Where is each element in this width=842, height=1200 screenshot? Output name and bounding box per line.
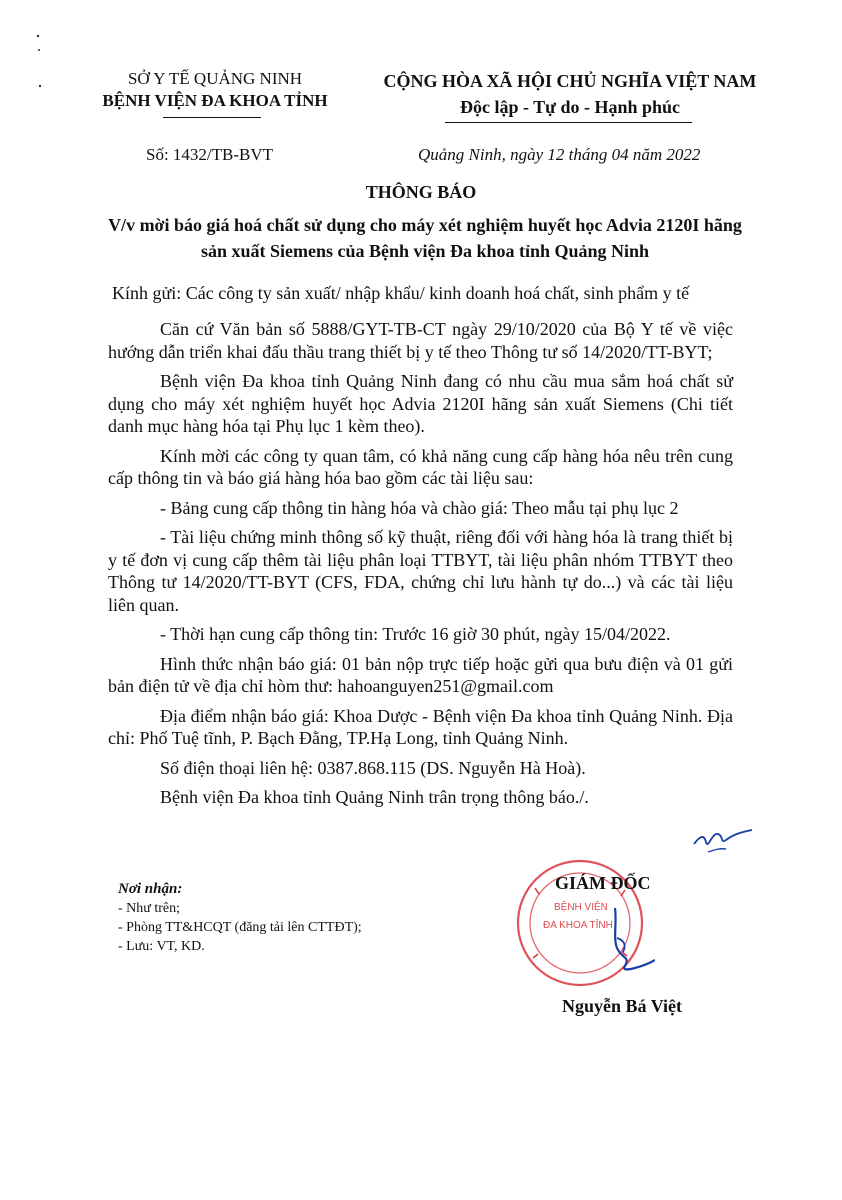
org-line-1: SỞ Y TẾ QUẢNG NINH (127, 69, 303, 88)
paragraph: Địa điểm nhận báo giá: Khoa Dược - Bệnh viện Đa khoa tỉnh Quảng Ninh. Địa chỉ: Phố Tuệ tĩnh, P. Bạch Đằng, TP.Hạ Long, tỉnh Quảng Ninh. (108, 705, 733, 748)
document-date: Quảng Ninh, ngày 12 tháng 04 năm 2022 (418, 145, 701, 164)
initial-mark (690, 822, 760, 862)
recipient-item: - Lưu: VT, KD. (118, 939, 205, 954)
scan-speck-marks (30, 20, 50, 100)
document-title: THÔNG BÁO (365, 182, 477, 202)
official-seal-stamp (505, 848, 655, 998)
recipient-item: - Như trên; (118, 901, 181, 916)
svg-text:ĐA KHOA TỈNH: ĐA KHOA TỈNH (543, 920, 613, 931)
paragraph: - Bảng cung cấp thông tin hàng hóa và chào giá: Theo mẫu tại phụ lục 2 (160, 497, 679, 518)
recipients-heading: Nơi nhận: (118, 881, 183, 897)
org-line-2: BỆNH VIỆN ĐA KHOA TỈNH (102, 91, 328, 110)
nation-line-2: Độc lập - Tự do - Hạnh phúc (459, 97, 681, 117)
paragraph: Số điện thoại liên hệ: 0387.868.115 (DS. Nguyễn Hà Hoà). (160, 757, 586, 778)
document-body (108, 318, 733, 816)
paragraph: - Tài liệu chứng minh thông số kỹ thuật, riêng đối với hàng hóa là trang thiết bị y tế đơn vị cung cấp thêm tài liệu phân loại TTBYT, tài liệu phân nhóm TTBYT theo Thông tư 14/2020/TT-BYT (CFS, FDA, chứng chỉ lưu hành tự do...) và các tài liệu liên quan. (108, 527, 733, 615)
document-subject: V/v mời báo giá hoá chất sử dụng cho máy xét nghiệm huyết học Advia 2120I hãng sản xuất Siemens của Bệnh viện Đa khoa tỉnh Quảng Ninh (108, 215, 742, 261)
paragraph: Bệnh viện Đa khoa tỉnh Quảng Ninh đang có nhu cầu mua sắm hoá chất sử dụng cho máy xét nghiệm huyết học Advia 2120I hãng sản xuất Siemens (Chi tiết danh mục hàng hóa tại Phụ lục 1 kèm theo). (108, 371, 733, 436)
paragraph: Căn cứ Văn bản số 5888/GYT-TB-CT ngày 29/10/2020 của Bộ Y tế về việc hướng dẫn triển khai đấu thầu trang thiết bị y tế theo Thông tư số 14/2020/TT-BYT; (108, 319, 733, 362)
org-underline (163, 117, 261, 118)
paragraph: Hình thức nhận báo giá: 01 bản nộp trực tiếp hoặc gửi qua bưu điện và 01 gửi bản điện tử về địa chỉ hòm thư: hahoanguyen251@gmail.com (108, 653, 733, 696)
paragraph: - Thời hạn cung cấp thông tin: Trước 16 giờ 30 phút, ngày 15/04/2022. (160, 624, 671, 644)
motto-underline (445, 122, 692, 123)
document-number: Số: 1432/TB-BVT (146, 145, 274, 164)
svg-text:BỆNH VIỆN: BỆNH VIỆN (554, 902, 608, 913)
paragraph: Bệnh viện Đa khoa tỉnh Quảng Ninh trân trọng thông báo./. (160, 787, 589, 807)
greeting: Kính gửi: Các công ty sản xuất/ nhập khẩu/ kinh doanh hoá chất, sinh phẩm y tế (112, 283, 690, 303)
paragraph: Kính mời các công ty quan tâm, có khả năng cung cấp hàng hóa nêu trên cung cấp thông tin và báo giá hàng hóa bao gồm các tài liệu sau: (108, 445, 733, 488)
recipients-block (118, 880, 362, 956)
issuing-organization (60, 68, 370, 112)
signer-name: Nguyễn Bá Việt (562, 996, 683, 1016)
national-motto (365, 68, 775, 120)
nation-line-1: CỘNG HÒA XÃ HỘI CHỦ NGHĨA VIỆT NAM (383, 71, 757, 91)
signer-title: GIÁM ĐỐC (555, 873, 651, 893)
recipient-item: - Phòng TT&HCQT (đăng tải lên CTTĐT); (118, 920, 362, 935)
